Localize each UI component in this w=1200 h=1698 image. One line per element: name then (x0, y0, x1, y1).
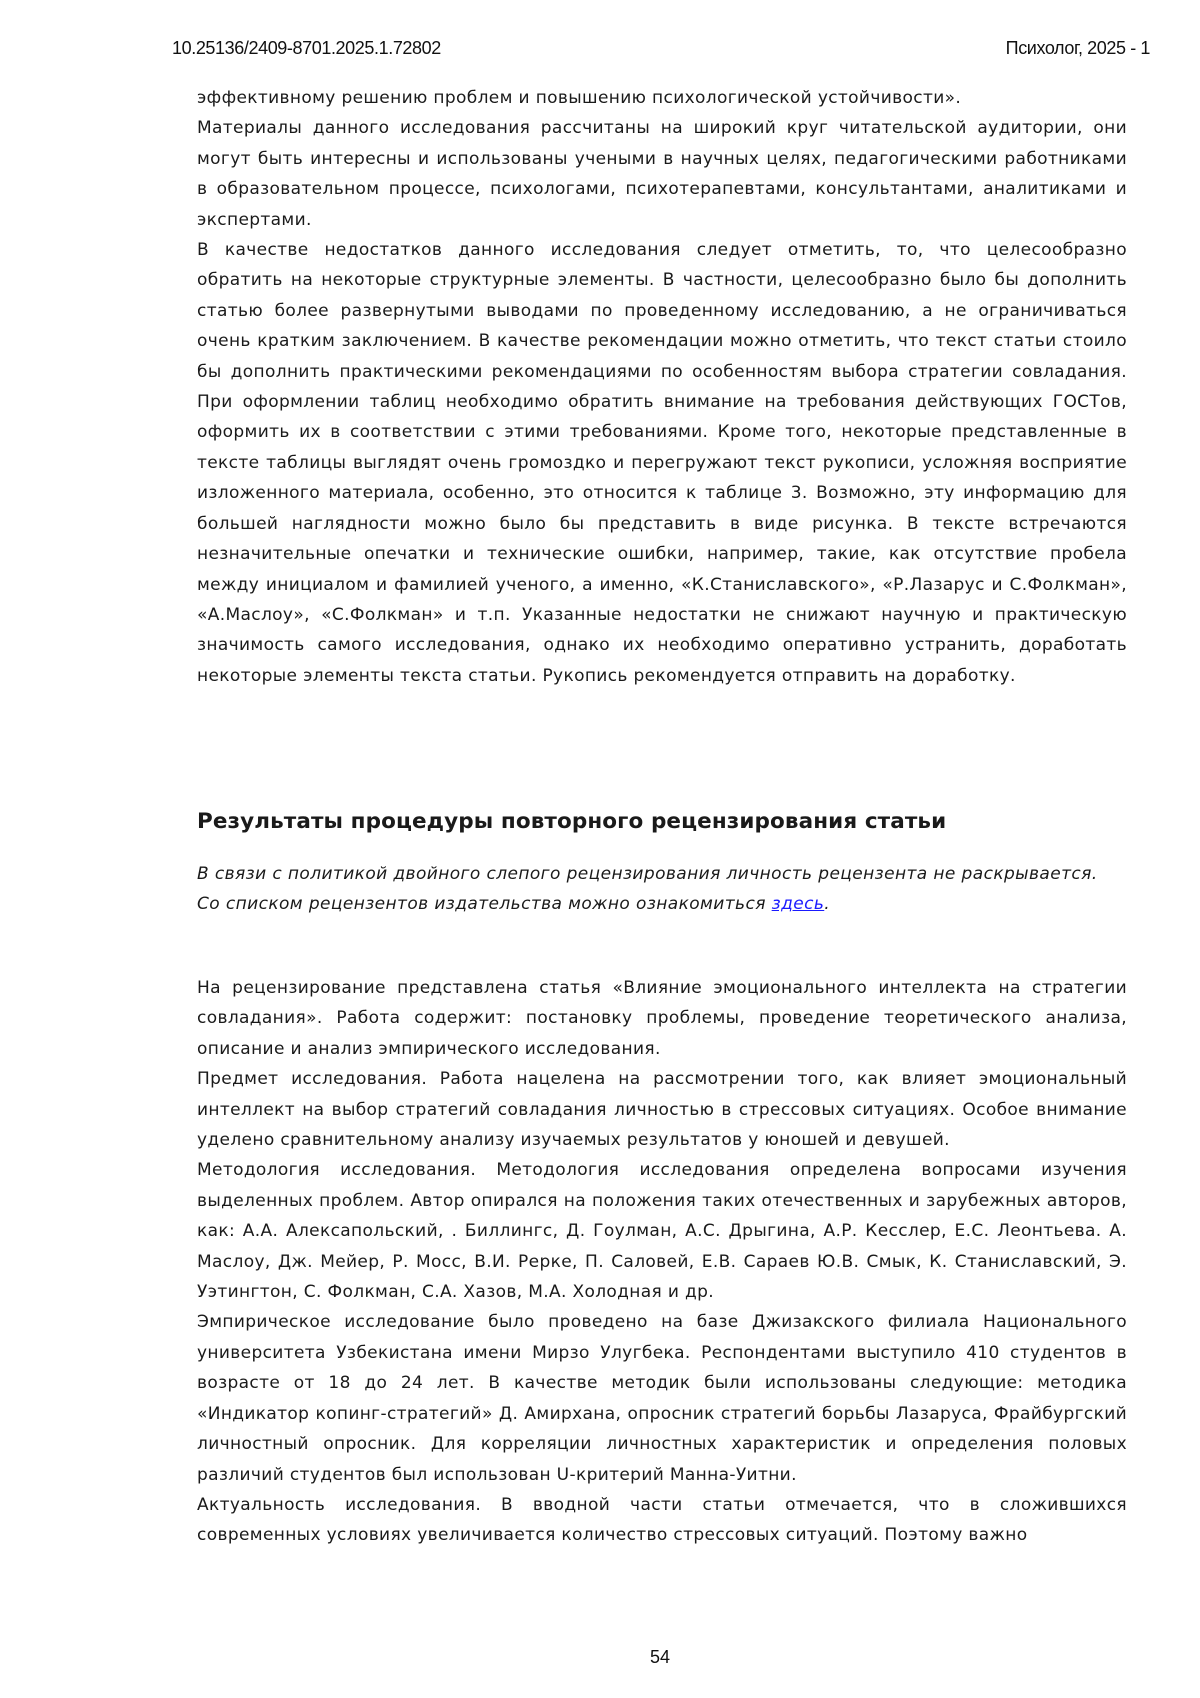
journal-issue-label: Психолог, 2025 - 1 (1005, 38, 1150, 58)
paragraph: Материалы данного исследования рассчитаны на широкий круг читательской аудитории, они могут быть интересны и использованы учеными в научных целях, педагогическими работниками в образовательном процессе, психологами, психотерапевтами, консультантами, аналитиками и экспертами. (197, 118, 1127, 230)
paragraph: Методология исследования. Методология исследования определена вопросами изучения выделенных проблем. Автор опирался на положения таких отечественных и зарубежных авторов, как: А.А. Алексапольский, . Биллингс, Д. Гоулман, А.С. Дрыгина, А.Р. Кесслер, Е.С. Леонтьева. А. Маслоу, Дж. Мейер, Р. Мосс, В.И. Рерке, П. Саловей, Е.В. Сараев Ю.В. Смык, К. Станиславский, Э. Уэтингтон, С. Фолкман, С.А. Хазов, М.А. Холодная и др. (197, 1160, 1127, 1303)
paragraph: эффективному решению проблем и повышению психологической устойчивости». (197, 88, 962, 108)
paragraph: Эмпирическое исследование было проведено на базе Джизакского филиала Национального университета Узбекистана имени Мирзо Улугбека. Респондентами выступило 410 студентов в возрасте от 18 до 24 лет. В качестве методик были использованы следующие: методика «Индикатор копинг-стратегий» Д. Амирхана, опросник стратегий борьбы Лазаруса, Фрайбургский личностный опросник. Для корреляции личностных характеристик и определения половых различий студентов был использован U-критерий Манна-Уитни. (197, 1312, 1127, 1485)
page-number: 54 (649, 1647, 671, 1667)
second-review-text (197, 973, 1127, 1551)
section-title: Результаты процедуры повторного рецензирования статьи (197, 809, 947, 834)
anonymity-notice (197, 859, 1127, 920)
paragraph: На рецензирование представлена статья «Влияние эмоционального интеллекта на стратегии совладания». Работа содержит: постановку проблемы, проведение теоретического анализа, описание и анализ эмпирического исследования. (197, 978, 1127, 1059)
doi-label: 10.25136/2409-8701.2025.1.72802 (172, 38, 441, 58)
notice-text: . (824, 894, 831, 915)
paragraph: Актуальность исследования. В вводной части статьи отмечается, что в сложившихся современных условиях увеличивается количество стрессовых ситуаций. Поэтому важно (197, 1494, 1127, 1546)
notice-line (197, 889, 1127, 919)
first-review-text (197, 83, 1127, 691)
notice-text: Со списком рецензентов издательства можно ознакомиться (197, 894, 772, 915)
reviewers-list-link[interactable]: здесь (771, 894, 825, 915)
paragraph: Предмет исследования. Работа нацелена на рассмотрении того, как влияет эмоциональный интеллект на выбор стратегий совладания личностью в стрессовых ситуациях. Особое внимание уделено сравнительному анализу изучаемых результатов у юношей и девушей. (197, 1069, 1127, 1151)
page-header (172, 34, 1150, 64)
paragraph: В качестве недостатков данного исследования следует отметить, то, что целесообразно обратить на некоторые структурные элементы. В частности, целесообразно было бы дополнить статью более развернутыми выводами по проведенному исследованию, а не ограничиваться очень кратким заключением. В качестве рекомендации можно отметить, что текст статьи стоило бы дополнить практическими рекомендациями по особенностям выбора стратегии совладания. При оформлении таблиц необходимо обратить внимание на требования действующих ГОСТов, оформить их в соответствии с этими требованиями. Кроме того, некоторые представленные в тексте таблицы выглядят очень громоздко и перегружают текст рукописи, усложняя восприятие изложенного материала, особенно, это относится к таблице 3. Возможно, эту информацию для большей наглядности можно было бы представить в виде рисунка. В тексте встречаются незначительные опечатки и технические ошибки, например, такие, как отсутствие пробела между инициалом и фамилией ученого, а именно, «К.Станиславского», «Р.Лазарус и С.Фолкман», «А.Маслоу», «С.Фолкман» и т.п. Указанные недостатки не снижают научную и практическую значимость самого исследования, однако их необходимо оперативно устранить, доработать некоторые элементы текста статьи. Рукопись рекомендуется отправить на доработку. (197, 240, 1127, 686)
notice-line: В связи с политикой двойного слепого рецензирования личность рецензента не раскрывается. (197, 864, 1098, 884)
